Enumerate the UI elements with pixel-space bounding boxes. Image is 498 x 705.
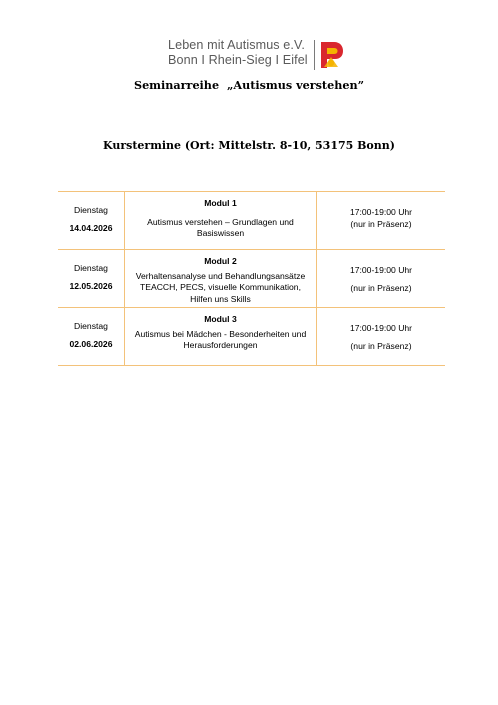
weekday: Dienstag (74, 263, 108, 273)
date: 12.05.2026 (69, 280, 113, 291)
organization-name (168, 38, 308, 68)
module-cell (125, 308, 317, 366)
time-range: 17:00-19:00 Uhr (349, 323, 413, 333)
org-logo-icon (318, 40, 344, 70)
organization-name-line1: Leben mit Autismus e.V. (168, 38, 305, 52)
series-name: „Autismus verstehen” (226, 78, 365, 92)
date: 02.06.2026 (69, 338, 113, 349)
course-dates-heading: Kurstermine (Ort: Mittelstr. 8-10, 53175 Bonn) (103, 139, 395, 152)
attendance-note: (nur in Präsenz) (350, 340, 412, 351)
table-row (58, 308, 445, 366)
date: 14.04.2026 (69, 222, 113, 233)
module-cell (125, 250, 317, 308)
time-cell (317, 308, 446, 366)
time-range: 17:00-19:00 Uhr (349, 265, 413, 275)
time-cell (317, 192, 446, 250)
table-row (58, 250, 445, 308)
attendance-note: (nur in Präsenz) (350, 282, 412, 293)
module-description: Autismus bei Mädchen - Besonderheiten und Herausforderungen (134, 328, 307, 350)
series-title (0, 78, 498, 92)
date-cell (58, 192, 125, 250)
attendance-note: (nur in Präsenz) (350, 218, 412, 229)
date-cell (58, 308, 125, 366)
date-cell (58, 250, 125, 308)
module-title: Modul 3 (204, 314, 237, 324)
organization-logo (168, 38, 344, 70)
logo-divider (314, 40, 315, 70)
module-title: Modul 2 (204, 256, 237, 266)
table-row (58, 192, 445, 250)
time-cell (317, 250, 446, 308)
schedule-table (58, 191, 445, 366)
module-description: Verhaltensanalyse und Behandlungsansätze TEACCH, PECS, visuelle Kommunikation, Hilfen uns Skills (135, 270, 306, 304)
weekday: Dienstag (74, 321, 108, 331)
module-cell (125, 192, 317, 250)
module-title: Modul 1 (204, 198, 237, 208)
time-range: 17:00-19:00 Uhr (349, 207, 413, 217)
series-label: Seminarreihe (133, 78, 220, 92)
weekday: Dienstag (74, 205, 108, 215)
module-description: Autismus verstehen – Grundlagen und Basiswissen (147, 216, 294, 238)
organization-name-line2: Bonn I Rhein-Sieg I Eifel (168, 53, 308, 67)
